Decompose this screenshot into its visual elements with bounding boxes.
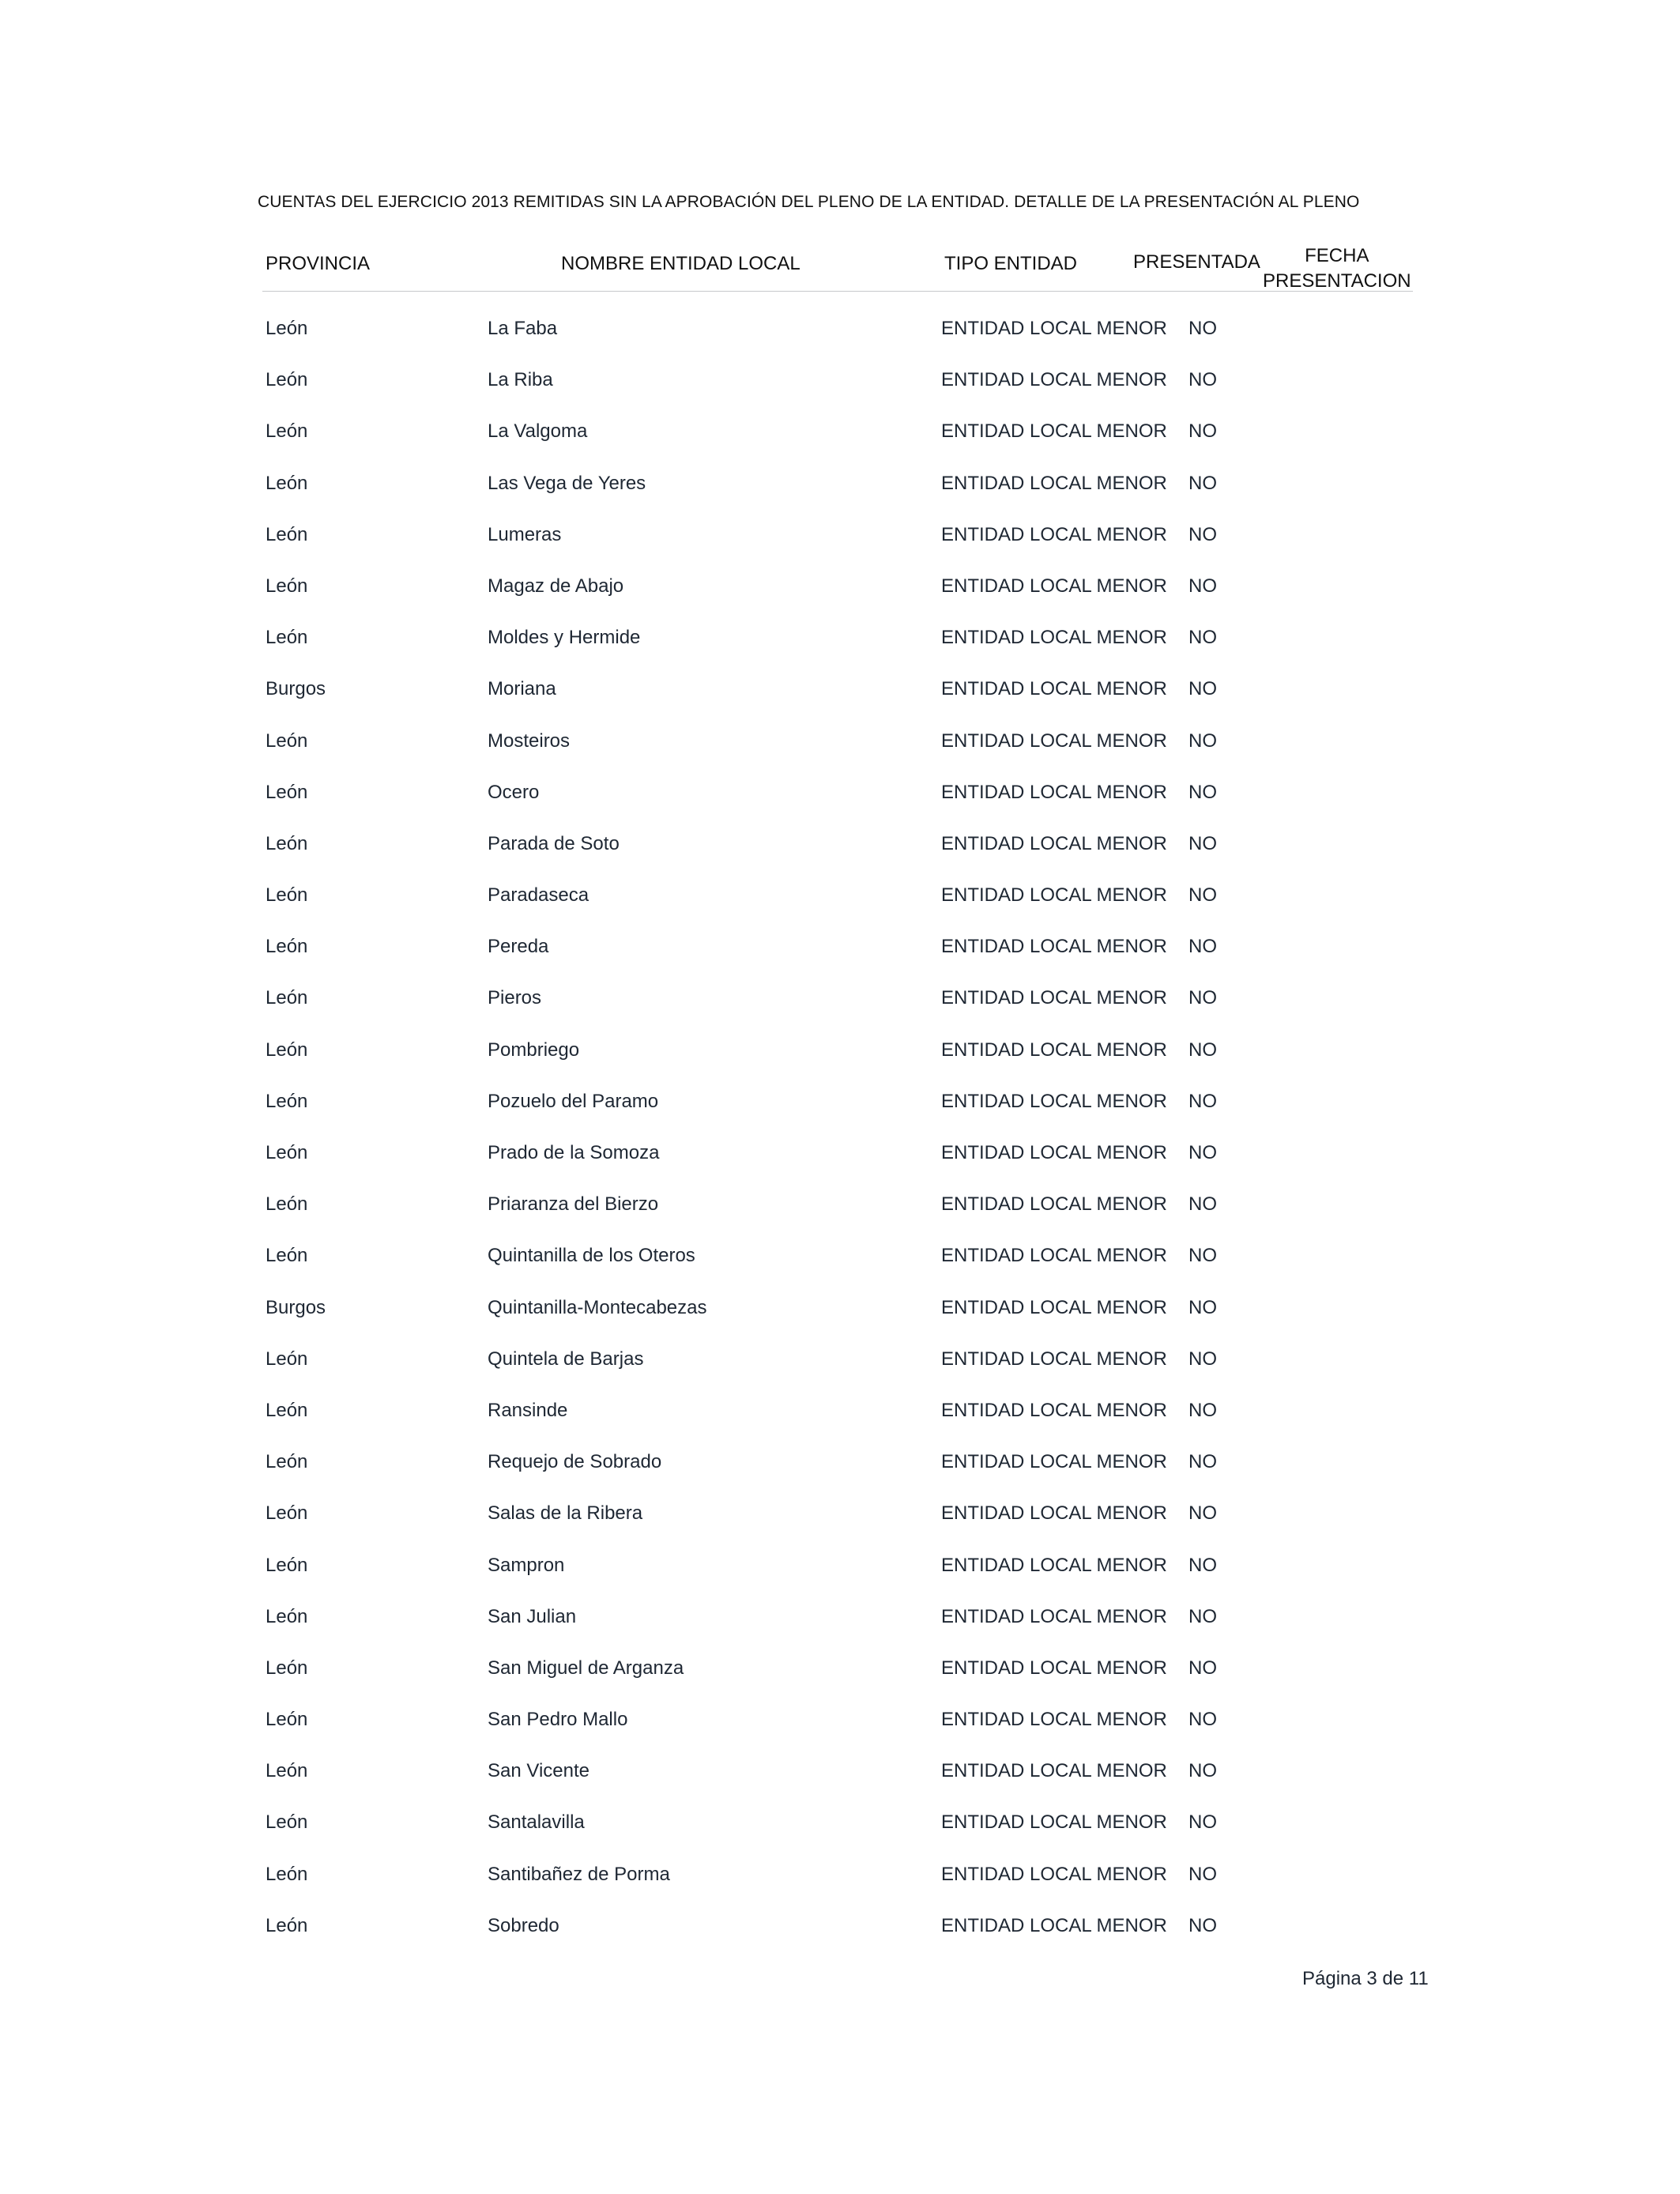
cell-presentada: NO [1188, 781, 1217, 803]
column-header-fecha-line2: PRESENTACION [1263, 270, 1411, 292]
cell-presentada: NO [1188, 1605, 1217, 1627]
cell-presentada: NO [1188, 1502, 1217, 1525]
cell-nombre-entidad: Las Vega de Yeres [488, 472, 646, 494]
cell-nombre-entidad: Quintanilla de los Oteros [488, 1245, 695, 1267]
cell-tipo-entidad: ENTIDAD LOCAL MENOR [941, 1657, 1167, 1679]
cell-provincia: León [266, 369, 308, 391]
cell-provincia: León [266, 1554, 308, 1576]
cell-nombre-entidad: Pozuelo del Paramo [488, 1090, 659, 1112]
column-header-presentada: PRESENTADA [1133, 251, 1260, 273]
cell-nombre-entidad: San Miguel de Arganza [488, 1657, 684, 1679]
table-row [0, 627, 1680, 678]
cell-presentada: NO [1188, 729, 1217, 752]
cell-provincia: Burgos [266, 1296, 326, 1318]
cell-presentada: NO [1188, 1142, 1217, 1163]
table-row [0, 884, 1680, 936]
table-row [0, 473, 1680, 524]
cell-nombre-entidad: Lumeras [488, 523, 562, 545]
table-row [0, 833, 1680, 884]
cell-provincia: León [266, 832, 308, 854]
cell-provincia: León [266, 1193, 308, 1216]
cell-nombre-entidad: Ransinde [488, 1399, 568, 1421]
table-row [0, 1555, 1680, 1606]
cell-tipo-entidad: ENTIDAD LOCAL MENOR [941, 832, 1167, 854]
cell-nombre-entidad: San Vicente [488, 1760, 590, 1782]
table-row [0, 1297, 1680, 1348]
cell-tipo-entidad: ENTIDAD LOCAL MENOR [941, 1193, 1167, 1216]
table-row [0, 1811, 1680, 1863]
table-row [0, 369, 1680, 420]
cell-presentada: NO [1188, 1193, 1217, 1216]
cell-presentada: NO [1188, 420, 1217, 443]
table-row [0, 1400, 1680, 1451]
table-row [0, 1245, 1680, 1296]
cell-presentada: NO [1188, 318, 1217, 339]
cell-presentada: NO [1188, 1245, 1217, 1267]
cell-provincia: León [266, 1863, 308, 1885]
cell-tipo-entidad: ENTIDAD LOCAL MENOR [941, 1863, 1167, 1885]
cell-presentada: NO [1188, 1399, 1217, 1421]
table-row [0, 1502, 1680, 1554]
cell-presentada: NO [1188, 1039, 1217, 1061]
cell-presentada: NO [1188, 1451, 1217, 1473]
cell-provincia: León [266, 1142, 308, 1163]
cell-tipo-entidad: ENTIDAD LOCAL MENOR [941, 1451, 1167, 1473]
table-row [0, 730, 1680, 782]
cell-presentada: NO [1188, 678, 1217, 700]
cell-presentada: NO [1188, 1760, 1217, 1782]
header-divider [262, 291, 1413, 292]
cell-tipo-entidad: ENTIDAD LOCAL MENOR [941, 1760, 1167, 1782]
table-row [0, 318, 1680, 369]
cell-nombre-entidad: Mosteiros [488, 729, 571, 752]
cell-nombre-entidad: Pombriego [488, 1039, 580, 1061]
cell-provincia: León [266, 472, 308, 494]
cell-nombre-entidad: Paradaseca [488, 884, 590, 907]
table-row [0, 1915, 1680, 1966]
cell-tipo-entidad: ENTIDAD LOCAL MENOR [941, 627, 1167, 649]
cell-tipo-entidad: ENTIDAD LOCAL MENOR [941, 729, 1167, 752]
cell-provincia: León [266, 781, 308, 803]
cell-presentada: NO [1188, 1296, 1217, 1318]
cell-tipo-entidad: ENTIDAD LOCAL MENOR [941, 420, 1167, 443]
cell-provincia: León [266, 884, 308, 907]
cell-nombre-entidad: Moldes y Hermide [488, 627, 641, 649]
cell-provincia: Burgos [266, 678, 326, 700]
cell-tipo-entidad: ENTIDAD LOCAL MENOR [941, 523, 1167, 545]
table-row [0, 524, 1680, 575]
table-row [0, 1091, 1680, 1142]
cell-provincia: León [266, 1245, 308, 1267]
cell-nombre-entidad: La Riba [488, 369, 553, 391]
cell-tipo-entidad: ENTIDAD LOCAL MENOR [941, 1348, 1167, 1370]
cell-presentada: NO [1188, 1657, 1217, 1679]
cell-presentada: NO [1188, 627, 1217, 649]
cell-presentada: NO [1188, 1554, 1217, 1576]
cell-tipo-entidad: ENTIDAD LOCAL MENOR [941, 1502, 1167, 1525]
cell-nombre-entidad: Salas de la Ribera [488, 1502, 643, 1525]
column-header-provincia: PROVINCIA [266, 253, 371, 274]
cell-nombre-entidad: Moriana [488, 678, 556, 700]
cell-nombre-entidad: Pieros [488, 987, 542, 1009]
table-row [0, 936, 1680, 987]
cell-nombre-entidad: Santibañez de Porma [488, 1863, 670, 1885]
cell-presentada: NO [1188, 1811, 1217, 1834]
cell-presentada: NO [1188, 575, 1217, 597]
cell-nombre-entidad: San Julian [488, 1605, 577, 1627]
cell-nombre-entidad: Quintanilla-Montecabezas [488, 1296, 707, 1318]
column-header-fecha-presentacion [1263, 243, 1411, 294]
cell-nombre-entidad: Sampron [488, 1554, 565, 1576]
cell-tipo-entidad: ENTIDAD LOCAL MENOR [941, 1914, 1167, 1936]
cell-tipo-entidad: ENTIDAD LOCAL MENOR [941, 1554, 1167, 1576]
table-row [0, 1606, 1680, 1657]
cell-provincia: León [266, 1090, 308, 1112]
table-row [0, 1709, 1680, 1760]
cell-presentada: NO [1188, 884, 1217, 907]
cell-presentada: NO [1188, 987, 1217, 1009]
cell-nombre-entidad: La Faba [488, 318, 558, 339]
table-body [0, 318, 1680, 1966]
cell-presentada: NO [1188, 472, 1217, 494]
table-row [0, 1193, 1680, 1245]
cell-provincia: León [266, 420, 308, 443]
cell-provincia: León [266, 575, 308, 597]
cell-tipo-entidad: ENTIDAD LOCAL MENOR [941, 1296, 1167, 1318]
cell-nombre-entidad: Requejo de Sobrado [488, 1451, 662, 1473]
cell-provincia: León [266, 1657, 308, 1679]
cell-nombre-entidad: Ocero [488, 781, 540, 803]
cell-provincia: León [266, 1502, 308, 1525]
cell-tipo-entidad: ENTIDAD LOCAL MENOR [941, 1142, 1167, 1163]
table-row [0, 420, 1680, 472]
cell-presentada: NO [1188, 1090, 1217, 1112]
table-row [0, 1657, 1680, 1709]
cell-tipo-entidad: ENTIDAD LOCAL MENOR [941, 936, 1167, 958]
cell-presentada: NO [1188, 1348, 1217, 1370]
column-header-nombre-entidad: NOMBRE ENTIDAD LOCAL [561, 253, 800, 274]
cell-provincia: León [266, 1605, 308, 1627]
cell-provincia: León [266, 936, 308, 958]
cell-tipo-entidad: ENTIDAD LOCAL MENOR [941, 884, 1167, 907]
cell-nombre-entidad: Priaranza del Bierzo [488, 1193, 659, 1216]
table-row [0, 782, 1680, 833]
table-row [0, 678, 1680, 729]
cell-provincia: León [266, 1451, 308, 1473]
cell-tipo-entidad: ENTIDAD LOCAL MENOR [941, 1245, 1167, 1267]
cell-presentada: NO [1188, 1863, 1217, 1885]
cell-tipo-entidad: ENTIDAD LOCAL MENOR [941, 472, 1167, 494]
table-row [0, 987, 1680, 1039]
cell-nombre-entidad: San Pedro Mallo [488, 1709, 628, 1731]
cell-provincia: León [266, 1709, 308, 1731]
table-row [0, 575, 1680, 627]
cell-tipo-entidad: ENTIDAD LOCAL MENOR [941, 1039, 1167, 1061]
cell-tipo-entidad: ENTIDAD LOCAL MENOR [941, 318, 1167, 339]
page-title: CUENTAS DEL EJERCICIO 2013 REMITIDAS SIN LA APROBACIÓN DEL PLENO DE LA ENTIDAD. DETALLE DE LA PRESENTACIÓN AL PLENO [258, 193, 1360, 211]
cell-nombre-entidad: Sobredo [488, 1914, 559, 1936]
cell-tipo-entidad: ENTIDAD LOCAL MENOR [941, 575, 1167, 597]
table-row [0, 1348, 1680, 1400]
cell-tipo-entidad: ENTIDAD LOCAL MENOR [941, 781, 1167, 803]
page-number: Página 3 de 11 [1302, 1968, 1429, 1989]
cell-provincia: León [266, 318, 308, 339]
cell-tipo-entidad: ENTIDAD LOCAL MENOR [941, 1605, 1167, 1627]
cell-tipo-entidad: ENTIDAD LOCAL MENOR [941, 1709, 1167, 1731]
cell-presentada: NO [1188, 1709, 1217, 1731]
cell-nombre-entidad: Prado de la Somoza [488, 1142, 660, 1163]
cell-presentada: NO [1188, 523, 1217, 545]
cell-presentada: NO [1188, 1914, 1217, 1936]
cell-tipo-entidad: ENTIDAD LOCAL MENOR [941, 678, 1167, 700]
table-row [0, 1142, 1680, 1193]
cell-provincia: León [266, 523, 308, 545]
column-header-fecha-line1: FECHA [1305, 245, 1369, 266]
cell-nombre-entidad: Santalavilla [488, 1811, 585, 1834]
cell-presentada: NO [1188, 369, 1217, 391]
cell-tipo-entidad: ENTIDAD LOCAL MENOR [941, 987, 1167, 1009]
table-row [0, 1760, 1680, 1811]
table-row [0, 1451, 1680, 1502]
cell-tipo-entidad: ENTIDAD LOCAL MENOR [941, 1090, 1167, 1112]
cell-provincia: León [266, 987, 308, 1009]
cell-tipo-entidad: ENTIDAD LOCAL MENOR [941, 369, 1167, 391]
cell-provincia: León [266, 1811, 308, 1834]
cell-provincia: León [266, 1348, 308, 1370]
column-header-tipo-entidad: TIPO ENTIDAD [944, 253, 1078, 274]
cell-nombre-entidad: Magaz de Abajo [488, 575, 624, 597]
cell-nombre-entidad: Pereda [488, 936, 549, 958]
table-row [0, 1864, 1680, 1915]
cell-presentada: NO [1188, 936, 1217, 958]
cell-tipo-entidad: ENTIDAD LOCAL MENOR [941, 1399, 1167, 1421]
cell-provincia: León [266, 729, 308, 752]
cell-provincia: León [266, 1039, 308, 1061]
cell-nombre-entidad: Parada de Soto [488, 832, 620, 854]
cell-provincia: León [266, 627, 308, 649]
cell-presentada: NO [1188, 832, 1217, 854]
cell-provincia: León [266, 1760, 308, 1782]
cell-nombre-entidad: Quintela de Barjas [488, 1348, 644, 1370]
cell-nombre-entidad: La Valgoma [488, 420, 588, 443]
table-row [0, 1039, 1680, 1091]
cell-provincia: León [266, 1914, 308, 1936]
cell-provincia: León [266, 1399, 308, 1421]
cell-tipo-entidad: ENTIDAD LOCAL MENOR [941, 1811, 1167, 1834]
